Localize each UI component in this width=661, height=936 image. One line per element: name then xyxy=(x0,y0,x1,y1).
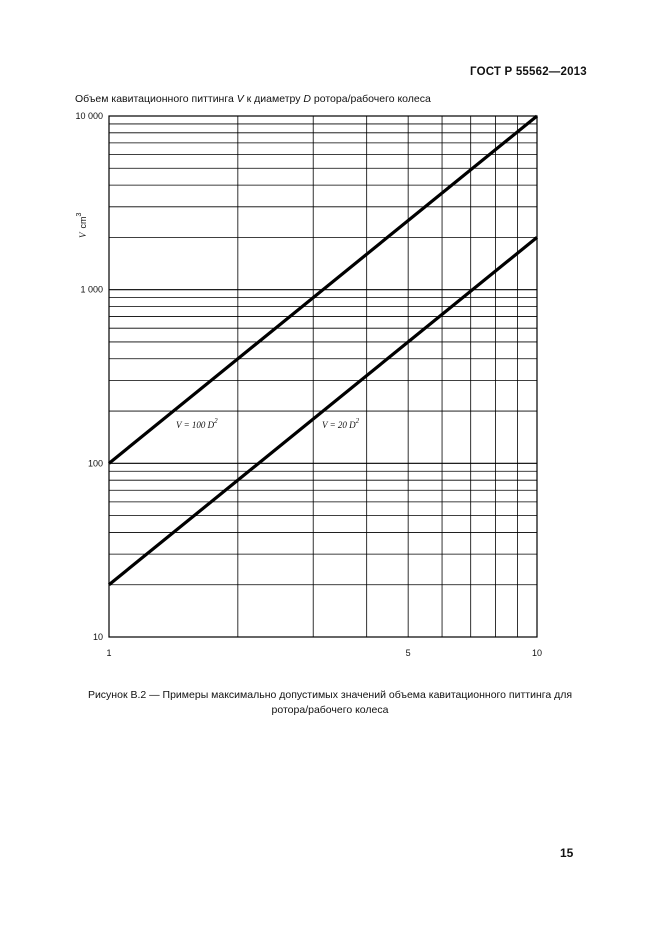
tick-labels xyxy=(75,111,542,658)
document-standard-header: ГОСТ Р 55562—2013 xyxy=(470,66,587,78)
y-axis-label-group xyxy=(76,213,88,239)
series-label-exponent: 2 xyxy=(214,417,218,425)
series-group xyxy=(109,116,537,585)
chart-title-var-d: D xyxy=(303,93,311,105)
plot-frame xyxy=(109,116,537,637)
y-tick-label: 100 xyxy=(87,458,103,469)
series-label-2: V = 20 $D^2$ xyxy=(322,417,360,430)
page-number: 15 xyxy=(560,846,574,860)
series-label-exponent: 2 xyxy=(355,417,360,425)
y-tick-label: 10 000 xyxy=(75,111,103,121)
y-axis-label xyxy=(76,213,88,239)
x-tick-label: 10 xyxy=(531,648,543,658)
y-axis-label-text xyxy=(76,213,88,239)
y-tick-label: 1 000 xyxy=(80,284,103,295)
chart-title-part2: к диаметру xyxy=(243,93,304,105)
y-tick-label: 10 xyxy=(92,632,103,642)
chart-title-part3: ротора/рабочего колеса xyxy=(311,93,431,105)
series-label-1: V = 100 $D^2$ xyxy=(176,417,218,430)
series-labels xyxy=(176,417,360,430)
y-axis-label-exponent: 3 xyxy=(76,212,83,217)
y-axis-label-var: V xyxy=(78,232,88,238)
x-tick-label: 5 xyxy=(405,648,411,658)
y-axis-label-unit: cm xyxy=(78,216,88,229)
caption-line-1: Рисунок В.2 — Примеры максимально допустимых значений объема кавитационного питтинга для xyxy=(87,689,573,701)
chart-title-var-v: V xyxy=(236,93,244,105)
chart-title-part1: Объем кавитационного питтинга xyxy=(75,93,237,105)
grid xyxy=(109,116,537,637)
figure-caption xyxy=(40,688,620,718)
caption-line-2: ротора/рабочего колеса xyxy=(271,704,389,716)
x-tick-label: 1 xyxy=(106,648,112,658)
